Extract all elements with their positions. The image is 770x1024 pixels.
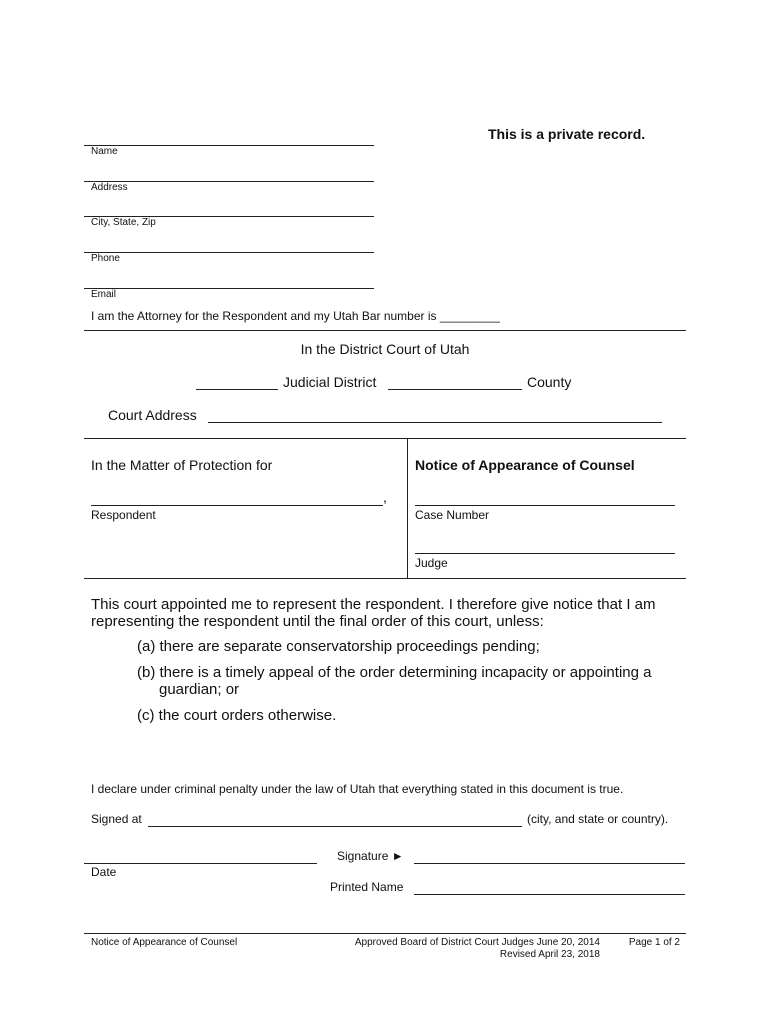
respondent-comma: , <box>383 489 387 505</box>
caption-top-border <box>84 438 686 439</box>
county-label: County <box>527 374 572 390</box>
footer-divider <box>84 933 686 934</box>
footer-approved: Approved Board of District Court Judges June 20, 2014 <box>354 937 600 948</box>
judicial-district-field[interactable] <box>196 389 278 390</box>
court-address-label: Court Address <box>108 407 197 423</box>
attorney-statement: I am the Attorney for the Respondent and my Utah Bar number is _________ <box>91 309 500 323</box>
caption-divider <box>407 438 408 578</box>
footer-page-number: Page 1 of 2 <box>628 937 680 948</box>
case-number-label: Case Number <box>415 508 490 522</box>
phone-label: Phone <box>91 253 120 264</box>
case-number-field[interactable] <box>415 505 675 506</box>
declaration-text: I declare under criminal penalty under the law of Utah that everything stated in this document is true. <box>91 782 624 796</box>
city-state-zip-label: City, State, Zip <box>91 217 156 228</box>
respondent-name-field[interactable] <box>91 505 383 506</box>
condition-a <box>137 638 677 655</box>
date-field[interactable] <box>84 863 317 864</box>
email-label: Email <box>91 289 117 300</box>
appointment-statement: This court appointed me to represent the respondent. I therefore give notice that I am representing the respondent until the final order of this court, unless: <box>91 596 656 630</box>
county-field[interactable] <box>388 389 522 390</box>
judge-field[interactable] <box>415 553 675 554</box>
respondent-label: Respondent <box>91 508 156 522</box>
printed-name-label: Printed Name <box>330 880 404 894</box>
footer-form-name: Notice of Appearance of Counsel <box>91 937 238 948</box>
name-label: Name <box>91 146 118 157</box>
signature-field[interactable] <box>414 863 685 864</box>
matter-label: In the Matter of Protection for <box>91 457 273 473</box>
divider-top <box>84 330 686 331</box>
signed-at-field[interactable] <box>148 826 522 827</box>
printed-name-field[interactable] <box>414 894 685 895</box>
condition-b <box>137 664 677 698</box>
email-line[interactable] <box>84 288 374 289</box>
name-line[interactable] <box>84 145 374 146</box>
court-title: In the District Court of Utah <box>300 341 470 357</box>
judge-label: Judge <box>415 556 448 570</box>
phone-line[interactable] <box>84 252 374 253</box>
condition-c-marker: (c) <box>137 707 155 724</box>
condition-c <box>137 707 677 724</box>
signed-at-label: Signed at <box>91 812 142 826</box>
condition-b-text: there is a timely appeal of the order determining incapacity or appointing a guardian; or <box>159 664 652 698</box>
condition-a-text: there are separate conservatorship proceedings pending; <box>159 638 540 655</box>
court-address-field[interactable] <box>208 422 662 423</box>
city-state-country-label: (city, and state or country). <box>527 812 669 826</box>
condition-b-marker: (b) <box>137 664 156 681</box>
signature-label: Signature ► <box>337 849 404 863</box>
document-title: Notice of Appearance of Counsel <box>415 457 635 473</box>
private-record-notice: This is a private record. <box>488 126 646 142</box>
footer-revised: Revised April 23, 2018 <box>499 949 600 960</box>
caption-bottom-border <box>84 578 686 579</box>
condition-a-marker: (a) <box>137 638 156 655</box>
condition-c-text: the court orders otherwise. <box>158 707 337 724</box>
judicial-district-label: Judicial District <box>283 374 377 390</box>
address-label: Address <box>91 182 128 193</box>
date-label: Date <box>91 865 117 879</box>
